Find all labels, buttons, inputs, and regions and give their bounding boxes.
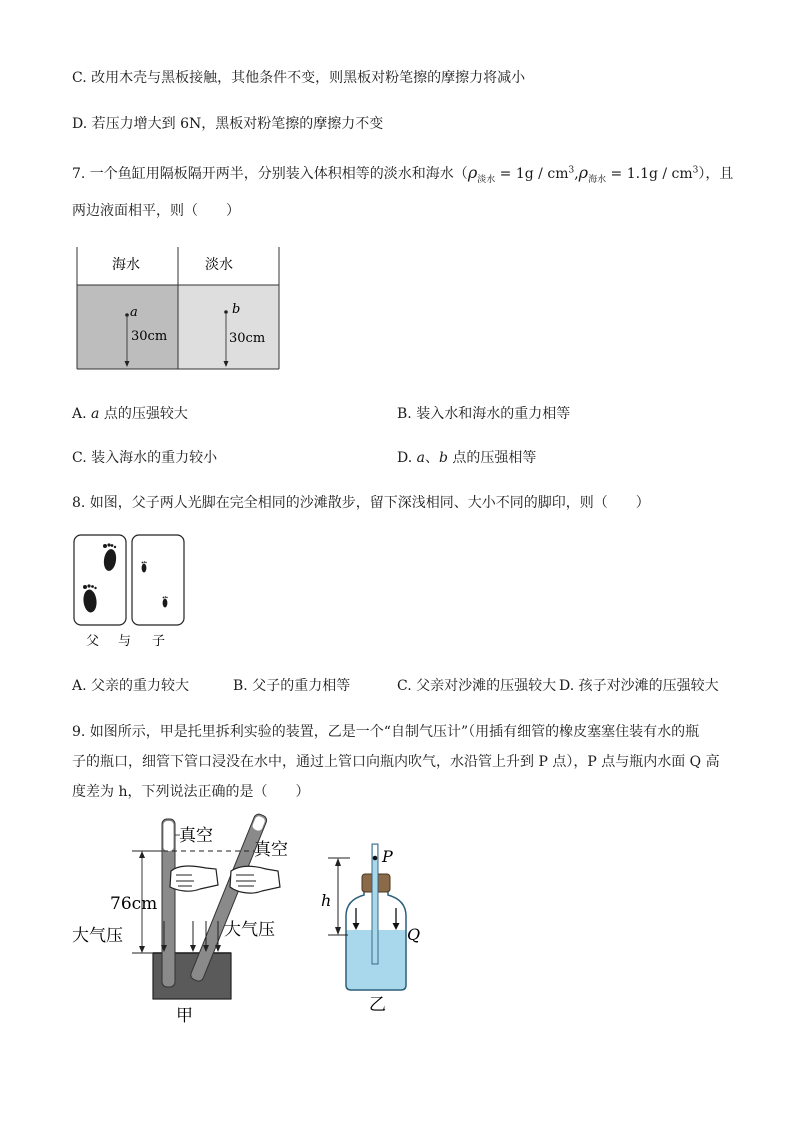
inner-arrowhead-2 <box>393 923 400 930</box>
q7-option-a-prefix: A. <box>72 406 92 422</box>
q8-option-a: A. 父亲的重力较大 <box>72 678 190 694</box>
torricelli-caption: 甲 <box>176 1006 193 1026</box>
seawater-fill <box>77 285 178 369</box>
q9-stem-line3: 度差为 h，下列说法正确的是（ ） <box>72 784 310 800</box>
q6-option-c: C. 改用木壳与黑板接触，其他条件不变，则黑板对粉笔擦的摩擦力将减小 <box>72 70 526 86</box>
h-arrow-up <box>335 858 341 866</box>
freshwater-fill <box>178 285 279 369</box>
q8-option-b: B. 父子的重力相等 <box>233 678 351 694</box>
q7-option-d-text: 点的压强相等 <box>447 450 537 466</box>
rho-freshwater: ρ <box>467 163 478 182</box>
point-p-label: P <box>382 847 393 866</box>
atm-left-label: 大气压 <box>72 926 123 946</box>
atm-arrowhead-4 <box>215 945 221 952</box>
unit-exponent-1: 3 <box>568 165 575 176</box>
height-arrow-up <box>139 851 145 858</box>
father-footprint-card <box>74 535 126 625</box>
footprint-figure <box>72 533 188 653</box>
freshwater-label: 淡水 <box>205 257 233 273</box>
left-hand <box>170 866 218 891</box>
q7-option-d <box>397 447 536 467</box>
vacuum2-label: 真空 <box>254 840 288 860</box>
point-b-label: b <box>232 302 241 317</box>
q7-option-d-prefix: D. <box>397 450 417 466</box>
point-b-dot <box>224 310 228 314</box>
depth-label-a: 30cm <box>131 329 168 344</box>
thin-tube-upper-empty <box>373 845 377 857</box>
point-a-dot <box>125 313 129 317</box>
son-footprint-card <box>132 535 184 625</box>
thin-tube <box>372 844 378 964</box>
q7-option-b: B. 装入水和海水的重力相等 <box>397 406 571 422</box>
height-arrow-down <box>139 946 145 953</box>
height-label: 76cm <box>110 894 158 914</box>
q6-option-d: D. 若压力增大到 6N，黑板对粉笔擦的摩擦力不变 <box>72 116 384 132</box>
barometer-caption: 乙 <box>369 995 386 1015</box>
caption-and: 与 <box>118 634 132 649</box>
rho-seawater: ρ <box>578 163 589 182</box>
inner-arrowhead-1 <box>353 923 360 930</box>
q7-option-a-text: 点的压强较大 <box>99 406 188 422</box>
right-hand <box>230 866 280 893</box>
q7-option-d-var-b: b <box>439 450 448 466</box>
h-label: h <box>321 891 332 910</box>
atm-arrowhead-2 <box>190 945 196 952</box>
caption-father: 父 <box>86 634 100 649</box>
point-a-label: a <box>130 305 138 320</box>
unit-exponent-2: 3 <box>692 165 699 176</box>
point-q-label: Q <box>407 925 421 944</box>
q7-stem-line1 <box>72 163 733 185</box>
q7-option-d-sep: 、 <box>425 450 439 466</box>
caption-son: 子 <box>152 634 166 649</box>
atm-right-label: 大气压 <box>224 920 275 940</box>
q8-option-c: C. 父亲对沙滩的压强较大 <box>397 678 557 694</box>
comma: , <box>574 166 579 182</box>
barometer-figure <box>318 838 428 1018</box>
q7-option-c: C. 装入海水的重力较小 <box>72 450 218 466</box>
vertical-tube-vacuum <box>164 821 174 851</box>
q8-stem: 8. 如图，父子两人光脚在完全相同的沙滩散步，留下深浅相同、大小不同的脚印，则（ ） <box>72 495 650 511</box>
q7-option-d-var-a: a <box>416 450 425 466</box>
fish-tank-figure <box>74 244 284 374</box>
point-p-dot <box>373 856 378 861</box>
h-arrow-down <box>335 927 341 935</box>
seawater-label: 海水 <box>112 257 140 273</box>
q7-option-a-var: a <box>91 406 100 422</box>
depth-label-b: 30cm <box>229 331 266 346</box>
q8-option-d: D. 孩子对沙滩的压强较大 <box>559 678 719 694</box>
rho-freshwater-value: = 1g / cm <box>495 166 569 182</box>
q7-stem-line2: 两边液面相平，则（ ） <box>72 203 240 219</box>
q7-option-a <box>72 403 188 423</box>
q9-stem-line2: 子的瓶口，细管下管口浸没在水中，通过上管口向瓶内吹气，水沿管上升到 P 点），P 点与瓶内水面 Q 高 <box>72 754 720 770</box>
rho-freshwater-subscript: 淡水 <box>477 174 496 185</box>
vacuum1-label: 真空 <box>179 826 213 846</box>
q7-stem-end: ），且 <box>698 166 734 182</box>
q9-stem-line1: 9. 如图所示，甲是托里拆利实验的装置，乙是一个“自制气压计”（用插有细管的橡皮塞塞住装有水的瓶 <box>72 724 700 740</box>
rho-seawater-subscript: 海水 <box>588 174 607 185</box>
rho-seawater-value: = 1.1g / cm <box>606 166 693 182</box>
q7-stem-text: 7. 一个鱼缸用隔板隔开两半，分别装入体积相等的淡水和海水（ <box>72 166 468 182</box>
torricelli-figure <box>66 813 306 1028</box>
